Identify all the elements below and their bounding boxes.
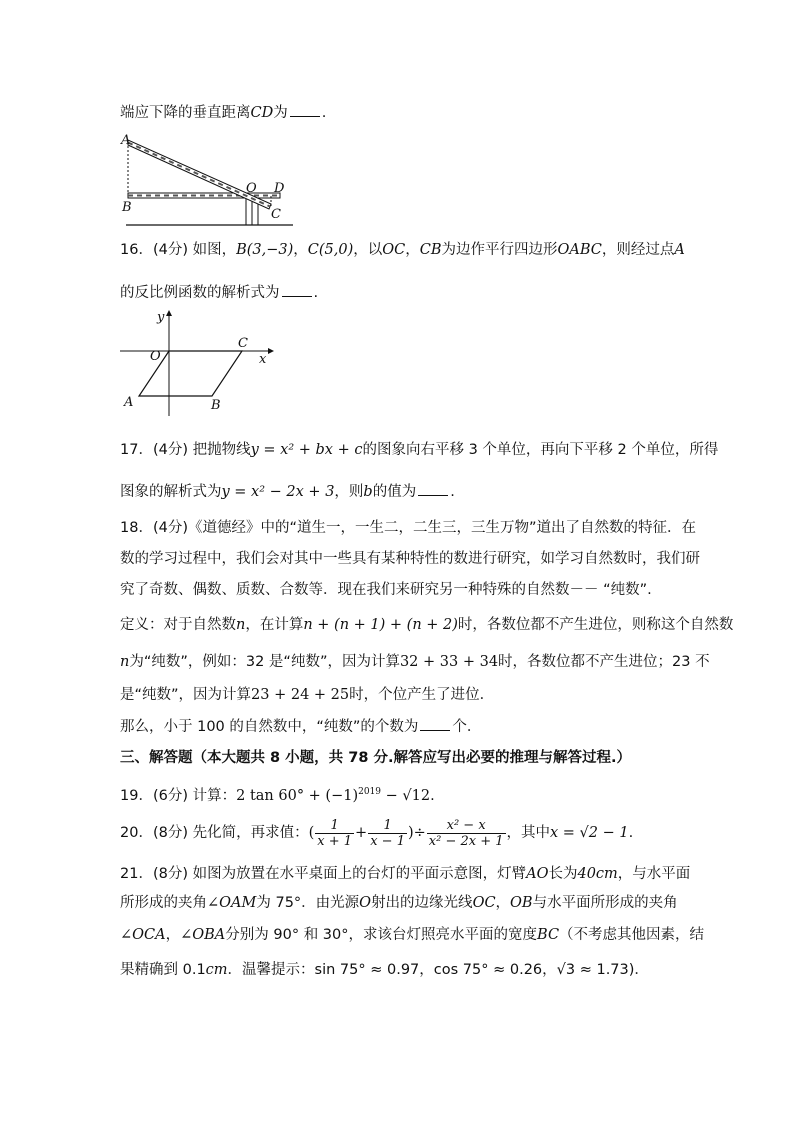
fig15-label-a: A <box>121 133 131 148</box>
q20-end: . <box>628 825 634 841</box>
q18-line6 <box>120 685 494 705</box>
q20-x-value: x = √2 − 1 <box>550 825 629 841</box>
q17-text: 的图象向右平移 3 个单位，再向下平移 2 个单位，所得 <box>362 442 719 458</box>
frac-denominator: x² − 2x + 1 <box>428 833 504 849</box>
q18-end: 个． <box>452 719 482 735</box>
q21-angle-oam: ∠OAM <box>207 895 257 911</box>
q20-text: ，其中 <box>506 825 551 841</box>
q21-ao: AO <box>526 866 549 882</box>
q21-bc: BC <box>537 927 560 943</box>
q19-exponent: 2019 <box>358 787 382 797</box>
answer-blank <box>290 102 320 117</box>
q15-text: 端应下降的垂直距离 <box>120 105 251 121</box>
q18-text: 定义：对于自然数 <box>120 617 236 633</box>
q16-end: . <box>313 285 319 301</box>
q16-text2: 为边作平行四边形 <box>441 242 558 258</box>
q17-line1 <box>120 440 718 460</box>
q21-text3: ，与水平面 <box>617 866 691 882</box>
q18-text7: 时，个位产生了进位． <box>349 687 495 703</box>
q21-text4: 所形成的夹角 <box>120 895 207 911</box>
q16-text: ，以 <box>353 242 383 258</box>
q21-angle-oba: ∠OBA <box>180 927 226 943</box>
q16-oc: OC <box>382 242 406 258</box>
frac-numerator: 1 <box>368 818 407 834</box>
q20-fraction-1 <box>315 818 354 849</box>
q21-oc: OC <box>472 895 496 911</box>
q21-angle-oca: ∠OCA <box>120 927 166 943</box>
q15-text2: 为 <box>273 105 288 121</box>
q16-point-b: B(3,−3) <box>236 242 294 258</box>
fig16-label-c: C <box>238 336 248 351</box>
figure-15-barrier <box>118 130 298 230</box>
frac-denominator: x + 1 <box>317 833 353 849</box>
q18-line4 <box>120 615 733 635</box>
q19-expr2: − √12 <box>381 787 431 804</box>
q21-line3 <box>120 925 704 945</box>
q21-line1 <box>120 864 690 884</box>
fig15-label-d: D <box>274 181 285 196</box>
q16-line2 <box>120 282 318 303</box>
q21-text7: 与水平面所形成的夹角 <box>532 895 678 911</box>
q18-line7 <box>120 716 481 737</box>
q18-text6: 是“纯数”，因为计算 <box>120 687 252 703</box>
frac-denominator: x − 1 <box>370 833 405 849</box>
q16-text4: 的反比例函数的解析式为 <box>120 285 280 301</box>
q18-text3: 时，各数位都不产生进位，则称这个自然数 <box>457 617 734 633</box>
q16-cb: CB <box>419 242 442 258</box>
fig16-label-a: A <box>124 395 134 410</box>
q21-sep: ， <box>495 895 511 911</box>
q17-text4: 的值为 <box>372 484 417 500</box>
q16-point-c: C(5,0) <box>307 242 354 258</box>
q21-o: O <box>359 895 372 911</box>
q17-eq1: y = x² + bx + c <box>250 442 363 458</box>
q18-line3: 究了奇数、偶数、质数、合数等．现在我们来研究另一种特殊的自然数－－ “纯数”. <box>120 582 652 598</box>
q16-sep: ， <box>293 242 308 258</box>
q20-number: 20．(8分) 先化简，再求值： <box>120 825 309 841</box>
q16-number: 16．(4分) 如图， <box>120 242 237 258</box>
q17-text2: 图象的解析式为 <box>120 484 222 500</box>
q16-oabc: OABC <box>557 242 602 258</box>
answer-blank <box>420 716 450 731</box>
frac-numerator: 1 <box>315 818 354 834</box>
fig16-label-y: y <box>157 310 165 325</box>
q17-b: b <box>363 484 373 500</box>
q21-text5: 为 75°．由光源 <box>256 895 360 911</box>
q21-length: 40cm <box>577 866 618 882</box>
q15-end: . <box>321 105 327 121</box>
q19-expr: 2 tan 60° + (−1) <box>236 787 359 804</box>
q19-line <box>120 782 435 806</box>
q16-line1 <box>120 240 685 260</box>
q21-text9: （不考虑其他因素，结 <box>559 927 705 943</box>
q19-end: . <box>430 787 435 804</box>
answer-blank <box>418 481 448 496</box>
q21-text6: 射出的边缘光线 <box>371 895 473 911</box>
q16-sep2: ， <box>405 242 420 258</box>
q20-paren-div: )÷ <box>407 825 426 841</box>
q18-text2: ，在计算 <box>245 617 304 633</box>
q20-fraction-3 <box>427 818 506 849</box>
q18-n2: n <box>120 654 130 670</box>
q19-number: 19．(6分) 计算： <box>120 787 237 804</box>
q21-sep2: ， <box>165 927 181 943</box>
q21-line4 <box>120 960 649 980</box>
q21-ob: OB <box>510 895 533 911</box>
q21-hint: ．温馨提示：sin 75° ≈ 0.97，cos 75° ≈ 0.26，√3 ≈ 1.73)． <box>227 962 649 978</box>
q18-text8: 那么，小于 100 的自然数中，“纯数”的个数为 <box>120 719 419 735</box>
fig15-label-c: C <box>271 207 281 222</box>
q20-paren: ( <box>308 825 315 841</box>
fig16-label-b: B <box>211 398 221 413</box>
q18-text4: 为“纯数”，例如：32 是“纯数”，因为计算 <box>129 654 400 670</box>
q18-text5: 时，各数位都不产生进位；23 不 <box>498 654 710 670</box>
q18-eq2: 32 + 33 + 34 <box>399 654 499 670</box>
q21-text2: 长为 <box>548 866 578 882</box>
q18-line1: 18．(4分)《道德经》中的“道生一，一生二，二生三，三生万物”道出了自然数的特征．在 <box>120 520 697 536</box>
q18-line2: 数的学习过程中，我们会对其中一些具有某种特性的数进行研究，如学习自然数时，我们研 <box>120 551 700 567</box>
q21-text8: 分别为 90° 和 30°，求该台灯照亮水平面的宽度 <box>225 927 538 943</box>
q20-fraction-2 <box>368 818 407 849</box>
q20-plus: + <box>355 825 368 841</box>
figure-16-parallelogram <box>118 308 278 418</box>
frac-numerator: x² − x <box>427 818 506 834</box>
fig16-label-x: x <box>259 352 267 367</box>
q18-eq3: 23 + 24 + 25 <box>251 687 350 703</box>
q17-text3: ，则 <box>334 484 364 500</box>
fig15-label-o: O <box>246 181 257 196</box>
fig15-label-b: B <box>122 200 132 215</box>
q17-eq2: y = x² − 2x + 3 <box>221 484 335 500</box>
q16-text3: ，则经过点 <box>601 242 675 258</box>
q17-end: . <box>450 484 455 500</box>
q15-cd: CD <box>250 105 274 121</box>
q15-continuation <box>120 102 326 123</box>
answer-blank <box>282 282 312 297</box>
fig16-label-o: O <box>150 349 161 364</box>
q17-number: 17．(4分) 把抛物线 <box>120 442 251 458</box>
section-3-title: 三、解答题（本大题共 8 小题，共 78 分.解答应写出必要的推理与解答过程.） <box>120 750 631 766</box>
q17-line2 <box>120 481 455 502</box>
q18-eq: n + (n + 1) + (n + 2) <box>303 617 458 633</box>
q18-n: n <box>236 617 246 633</box>
q21-text: 21．(8分) 如图为放置在水平桌面上的台灯的平面示意图，灯臂 <box>120 866 527 882</box>
q20-line <box>120 816 633 850</box>
q18-line5 <box>120 652 710 672</box>
q21-unit: cm <box>205 962 228 978</box>
q16-a: A <box>674 242 685 258</box>
q21-line2 <box>120 893 678 913</box>
q21-text10: 果精确到 0.1 <box>120 962 206 978</box>
